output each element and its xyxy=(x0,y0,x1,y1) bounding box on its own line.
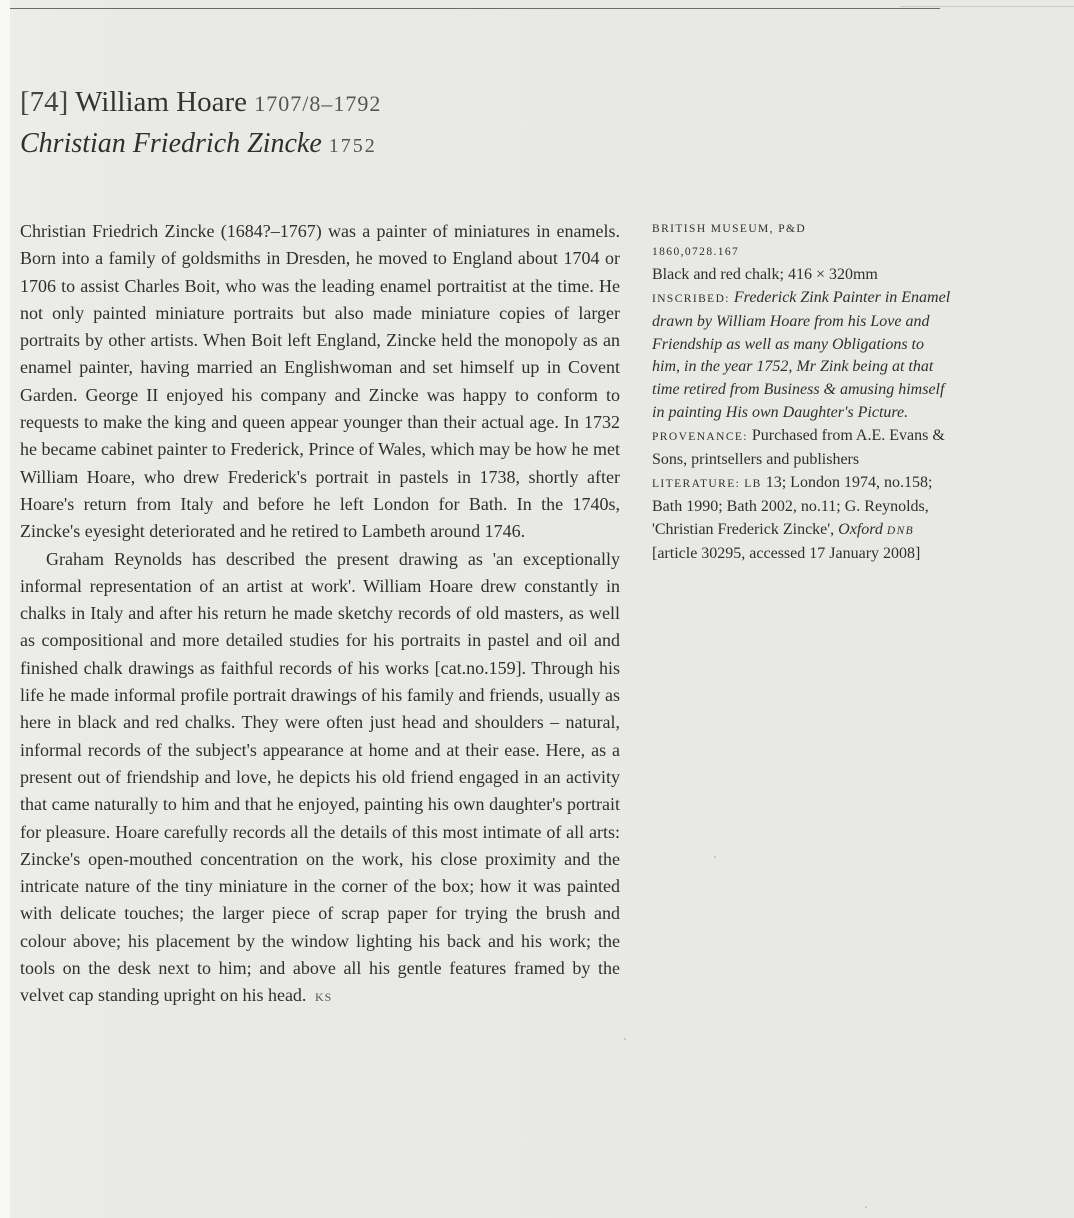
accession-number: 1860,0728.167 xyxy=(652,245,740,258)
literature xyxy=(652,472,952,566)
literature-lb: LB xyxy=(744,477,762,490)
artist-name: William Hoare xyxy=(75,86,248,118)
catalog-number: [74] xyxy=(20,86,69,118)
inscribed-label: INSCRIBED: xyxy=(652,292,730,305)
literature-text-2: [article 30295, accessed 17 January 2008] xyxy=(652,544,921,562)
top-rule xyxy=(10,8,940,9)
work-title-line xyxy=(20,128,377,160)
essay-paragraph-1: Christian Friedrich Zincke (1684?–1767) was a painter of miniatures in enamels. Born into a family of goldsmiths in Dresden, he moved to England about 1704 or 1706 to assist Charles Boit, who was the leading enamel portraitist at the time. He not only painted miniature portraits but also made miniature copies of larger portraits by other artists. When Boit left England, Zincke held the monopoly as an enamel painter, having married an Englishwoman and set himself up in Covent Garden. George II enjoyed his company and Zincke was happy to conform to requests to make the king and queen appear younger than their actual age. In 1732 he became cabinet painter to Frederick, Prince of Wales, which may be how he met William Hoare, who drew Frederick's portrait in pastels in 1738, shortly after Hoare's return from Italy and before he left London for Bath. In the 1740s, Zincke's eyesight deteriorated and he retired to Lambeth around 1746. xyxy=(20,221,620,542)
top-rule-faint xyxy=(900,6,1074,7)
provenance xyxy=(652,425,952,472)
provenance-label: PROVENANCE: xyxy=(652,431,748,444)
work-year: 1752 xyxy=(328,135,377,157)
catalog-entry-details xyxy=(652,218,952,566)
essay-paragraph-2 xyxy=(20,546,620,1012)
artist-dates: 1707/8–1792 xyxy=(254,91,382,116)
literature-label: LITERATURE: xyxy=(652,477,741,490)
paper-speck xyxy=(714,856,716,858)
inscribed-text: Frederick Zink Painter in Enamel drawn by William Hoare from his Love and Friendship as well as many Obligations to him, in the year 1752, Mr Zink being at that time retired from Business & amusing himself in painting His own Daughter's Picture. xyxy=(652,288,951,422)
essay xyxy=(20,218,620,1012)
provenance-text: Purchased from A.E. Evans & Sons, printsellers and publishers xyxy=(652,427,945,469)
paper-speck xyxy=(624,1038,626,1040)
page-edge xyxy=(0,0,10,1218)
literature-text-1: 13; London 1974, no.158; Bath 1990; Bath 2002, no.11; G. Reynolds, 'Christian Frederick Zincke', xyxy=(652,473,933,538)
paper-speck xyxy=(865,1206,867,1208)
work-title: Christian Friedrich Zincke xyxy=(20,128,322,159)
collection: BRITISH MUSEUM, P&D xyxy=(652,223,807,235)
essay-paragraph-2-text: Graham Reynolds has described the present drawing as 'an exceptionally informal representation of an artist at work'. William Hoare drew constantly in chalks in Italy and after his return he made sketchy records of old masters, as well as compositional and more detailed studies for his portraits in pastel and oil and finished chalk drawings as faithful records of his works [cat.no.159]. Through his life he made informal profile portrait drawings of his family and friends, usually as here in black and red chalks. They were often just head and shoulders – natural, informal records of the subject's appearance at home and at their ease. Here, as a present out of friendship and love, he depicts his old friend engaged in an activity that came naturally to him and that he enjoyed, painting his own daughter's portrait for pleasure. Hoare carefully records all the details of this most intimate of all arts: Zincke's open-mouthed concentration on the work, his close proximity and the intricate nature of the tiny miniature in the corner of the box; how it was painted with delicate touches; the larger piece of scrap paper for trying the brush and colour above; his placement by the window lighting his back and his work; the tools on the desk next to him; and above all his gentle features framed by the velvet cap standing upright on his head. xyxy=(20,548,620,1006)
inscription xyxy=(652,287,952,425)
literature-dnb: DNB xyxy=(886,524,915,537)
literature-oxford: Oxford xyxy=(838,520,883,538)
medium: Black and red chalk; 416 × 320mm xyxy=(652,265,878,283)
author-initials: KS xyxy=(314,990,333,1005)
catalog-heading xyxy=(20,86,381,119)
